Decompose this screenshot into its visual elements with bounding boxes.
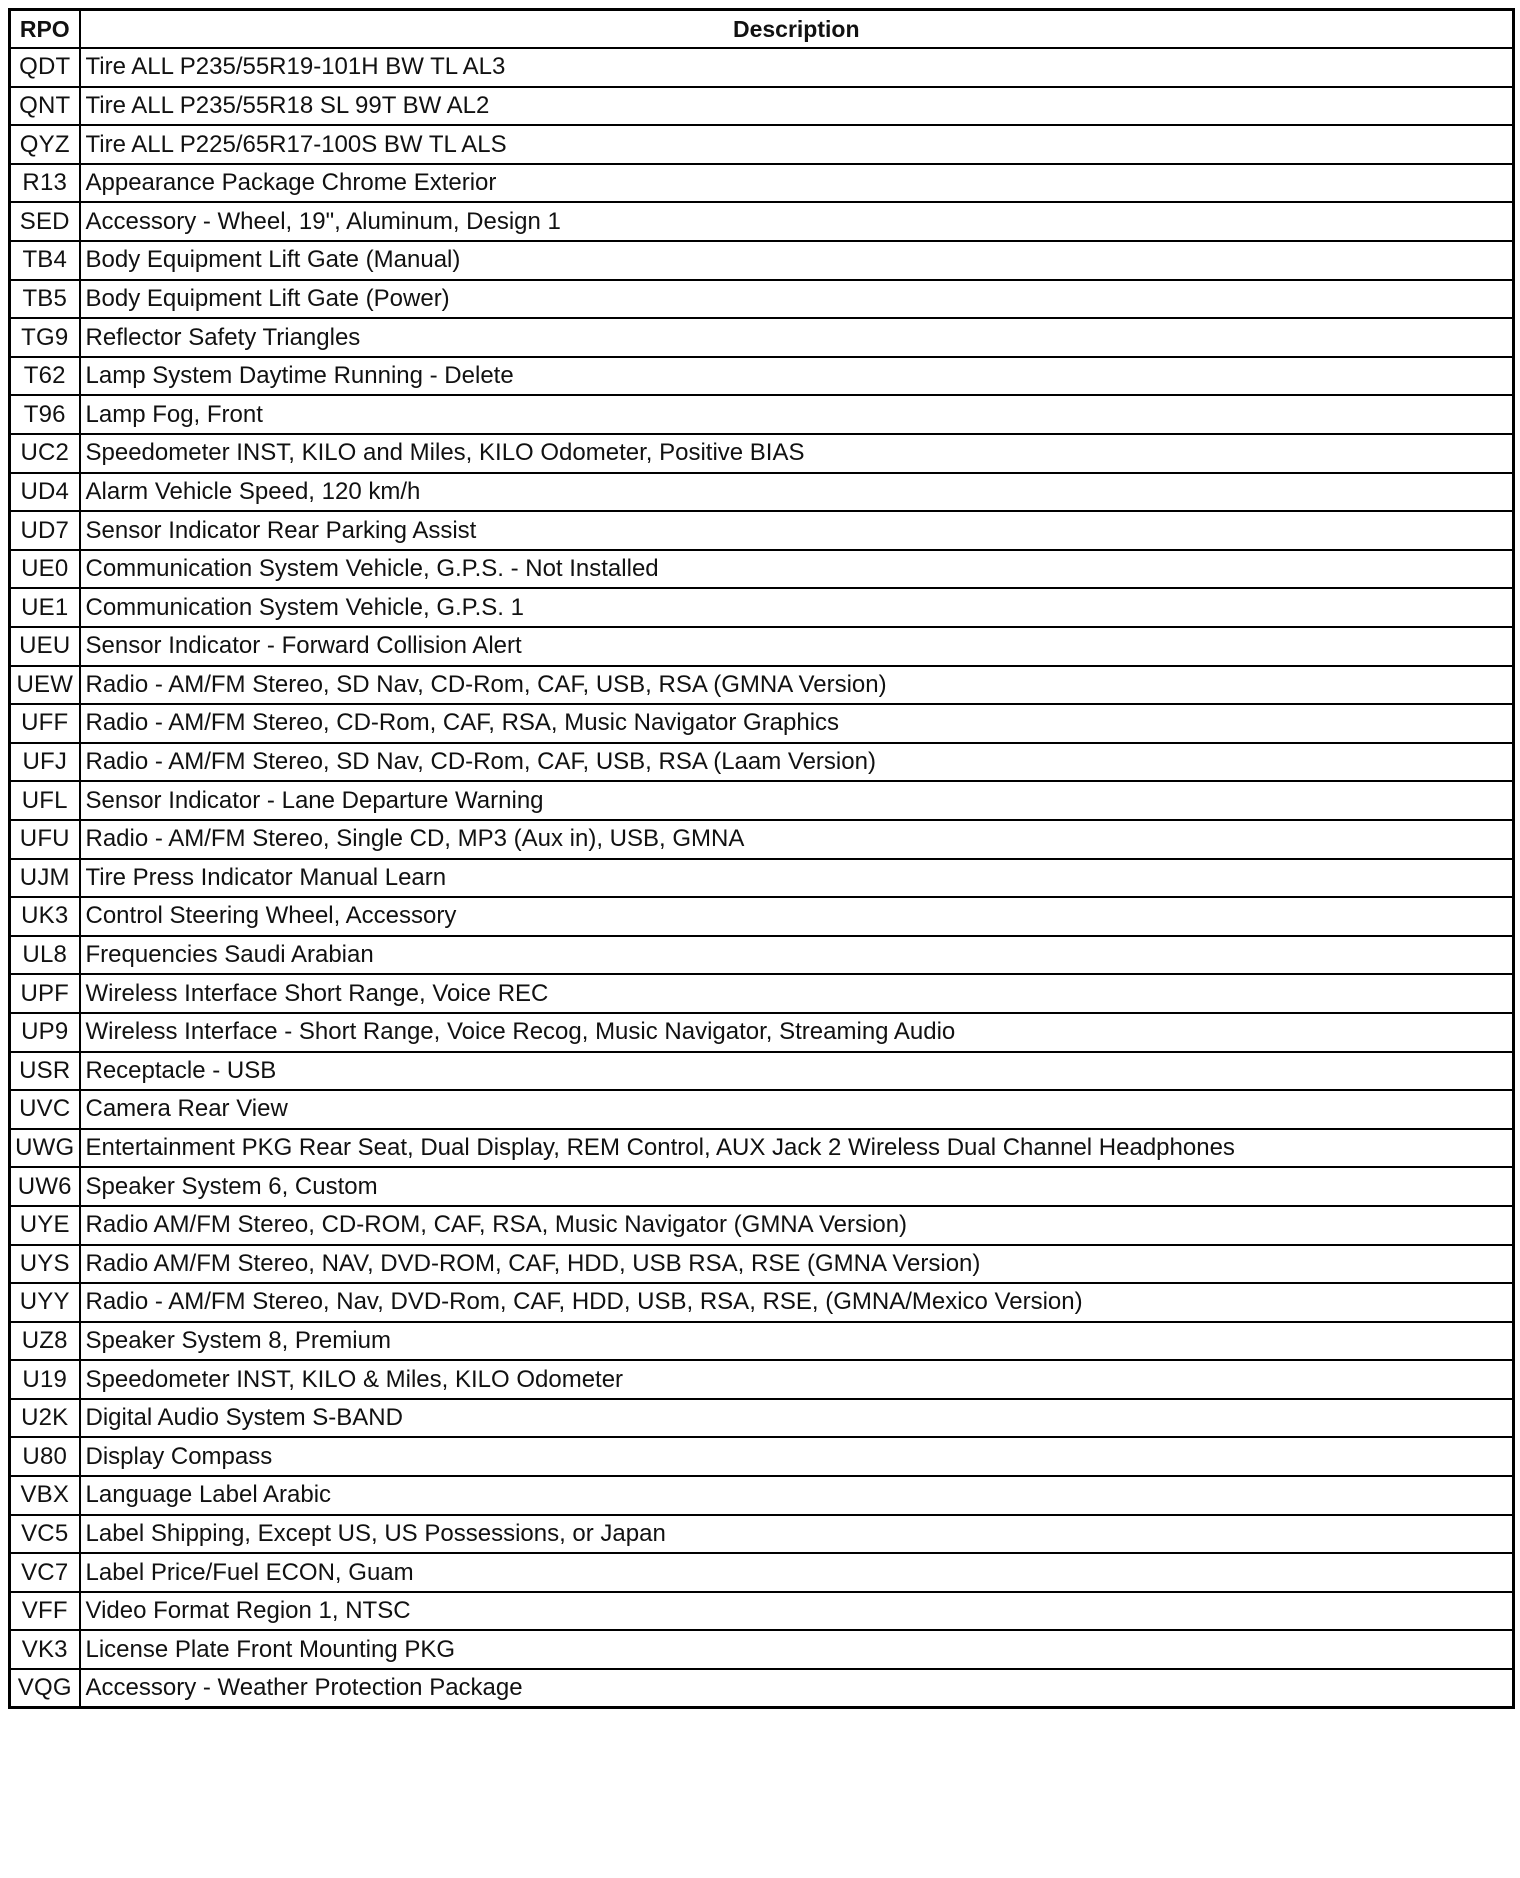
rpo-code: QNT	[10, 87, 80, 126]
rpo-description: Label Shipping, Except US, US Possessions, or Japan	[80, 1515, 1514, 1554]
rpo-description: Camera Rear View	[80, 1090, 1514, 1129]
rpo-description: Wireless Interface - Short Range, Voice Recog, Music Navigator, Streaming Audio	[80, 1013, 1514, 1052]
table-row	[10, 550, 1514, 589]
rpo-code: UPF	[10, 974, 80, 1013]
rpo-code: UJM	[10, 859, 80, 898]
rpo-description: Speedometer INST, KILO & Miles, KILO Odometer	[80, 1360, 1514, 1399]
table-row	[10, 1245, 1514, 1284]
rpo-description: Receptacle - USB	[80, 1052, 1514, 1091]
rpo-code: VFF	[10, 1592, 80, 1631]
rpo-code: UVC	[10, 1090, 80, 1129]
table-row	[10, 1129, 1514, 1168]
rpo-code: UD4	[10, 473, 80, 512]
rpo-description: Body Equipment Lift Gate (Manual)	[80, 241, 1514, 280]
rpo-code: QYZ	[10, 125, 80, 164]
rpo-code: UYY	[10, 1283, 80, 1322]
table-row	[10, 318, 1514, 357]
rpo-description: License Plate Front Mounting PKG	[80, 1630, 1514, 1669]
table-row	[10, 820, 1514, 859]
rpo-description: Radio AM/FM Stereo, CD-ROM, CAF, RSA, Music Navigator (GMNA Version)	[80, 1206, 1514, 1245]
table-row	[10, 357, 1514, 396]
rpo-description: Radio - AM/FM Stereo, CD-Rom, CAF, RSA, Music Navigator Graphics	[80, 704, 1514, 743]
rpo-code: UZ8	[10, 1322, 80, 1361]
table-row	[10, 859, 1514, 898]
table-row	[10, 743, 1514, 782]
rpo-code: TG9	[10, 318, 80, 357]
rpo-description: Tire ALL P225/65R17-100S BW TL ALS	[80, 125, 1514, 164]
table-row	[10, 1592, 1514, 1631]
rpo-code: UFF	[10, 704, 80, 743]
table-row	[10, 1013, 1514, 1052]
rpo-description: Radio - AM/FM Stereo, SD Nav, CD-Rom, CAF, USB, RSA (Laam Version)	[80, 743, 1514, 782]
rpo-description: Radio - AM/FM Stereo, SD Nav, CD-Rom, CAF, USB, RSA (GMNA Version)	[80, 666, 1514, 705]
rpo-description: Communication System Vehicle, G.P.S. 1	[80, 588, 1514, 627]
header-row	[10, 10, 1514, 49]
table-row	[10, 974, 1514, 1013]
table-body	[10, 48, 1514, 1708]
rpo-description: Lamp Fog, Front	[80, 395, 1514, 434]
table-row	[10, 781, 1514, 820]
table-row	[10, 627, 1514, 666]
header-description: Description	[80, 10, 1514, 49]
table-row	[10, 704, 1514, 743]
rpo-code: TB4	[10, 241, 80, 280]
table-row	[10, 87, 1514, 126]
rpo-description: Lamp System Daytime Running - Delete	[80, 357, 1514, 396]
table-row	[10, 1630, 1514, 1669]
table-row	[10, 1283, 1514, 1322]
rpo-description: Video Format Region 1, NTSC	[80, 1592, 1514, 1631]
rpo-code: SED	[10, 202, 80, 241]
rpo-code: UL8	[10, 936, 80, 975]
rpo-code: UK3	[10, 897, 80, 936]
rpo-description: Appearance Package Chrome Exterior	[80, 164, 1514, 203]
rpo-code: U80	[10, 1437, 80, 1476]
table-row	[10, 125, 1514, 164]
rpo-description: Radio - AM/FM Stereo, Nav, DVD-Rom, CAF, HDD, USB, RSA, RSE, (GMNA/Mexico Version)	[80, 1283, 1514, 1322]
rpo-code: QDT	[10, 48, 80, 87]
rpo-description: Tire Press Indicator Manual Learn	[80, 859, 1514, 898]
rpo-code: UE0	[10, 550, 80, 589]
rpo-description: Radio - AM/FM Stereo, Single CD, MP3 (Aux in), USB, GMNA	[80, 820, 1514, 859]
table-row	[10, 1669, 1514, 1708]
rpo-code: UEU	[10, 627, 80, 666]
table-row	[10, 48, 1514, 87]
rpo-code: UFJ	[10, 743, 80, 782]
rpo-description: Body Equipment Lift Gate (Power)	[80, 280, 1514, 319]
table-row	[10, 395, 1514, 434]
table-row	[10, 280, 1514, 319]
table-row	[10, 1515, 1514, 1554]
table-row	[10, 1090, 1514, 1129]
table-header	[10, 10, 1514, 49]
table-row	[10, 1052, 1514, 1091]
rpo-code: UFU	[10, 820, 80, 859]
table-row	[10, 666, 1514, 705]
rpo-code: T96	[10, 395, 80, 434]
rpo-description: Tire ALL P235/55R19-101H BW TL AL3	[80, 48, 1514, 87]
rpo-description: Reflector Safety Triangles	[80, 318, 1514, 357]
table-row	[10, 164, 1514, 203]
rpo-code: VBX	[10, 1476, 80, 1515]
rpo-description: Alarm Vehicle Speed, 120 km/h	[80, 473, 1514, 512]
table-row	[10, 588, 1514, 627]
rpo-description: Sensor Indicator - Forward Collision Alert	[80, 627, 1514, 666]
rpo-description: Speaker System 8, Premium	[80, 1322, 1514, 1361]
rpo-description: Speaker System 6, Custom	[80, 1167, 1514, 1206]
rpo-code: UP9	[10, 1013, 80, 1052]
rpo-code: UD7	[10, 511, 80, 550]
table-row	[10, 1553, 1514, 1592]
rpo-code: UC2	[10, 434, 80, 473]
table-row	[10, 434, 1514, 473]
table-row	[10, 1322, 1514, 1361]
table-row	[10, 241, 1514, 280]
rpo-code: UYS	[10, 1245, 80, 1284]
rpo-code: VC5	[10, 1515, 80, 1554]
rpo-description: Language Label Arabic	[80, 1476, 1514, 1515]
header-rpo: RPO	[10, 10, 80, 49]
rpo-code: UWG	[10, 1129, 80, 1168]
rpo-description: Radio AM/FM Stereo, NAV, DVD-ROM, CAF, HDD, USB RSA, RSE (GMNA Version)	[80, 1245, 1514, 1284]
rpo-code: UE1	[10, 588, 80, 627]
table-row	[10, 1437, 1514, 1476]
rpo-description: Sensor Indicator - Lane Departure Warning	[80, 781, 1514, 820]
rpo-description: Sensor Indicator Rear Parking Assist	[80, 511, 1514, 550]
rpo-code: VQG	[10, 1669, 80, 1708]
rpo-description: Accessory - Wheel, 19", Aluminum, Design 1	[80, 202, 1514, 241]
table-row	[10, 1399, 1514, 1438]
rpo-description: Tire ALL P235/55R18 SL 99T BW AL2	[80, 87, 1514, 126]
rpo-code: UYE	[10, 1206, 80, 1245]
rpo-code: VC7	[10, 1553, 80, 1592]
rpo-description: Frequencies Saudi Arabian	[80, 936, 1514, 975]
rpo-description: Label Price/Fuel ECON, Guam	[80, 1553, 1514, 1592]
table-row	[10, 897, 1514, 936]
rpo-code: U2K	[10, 1399, 80, 1438]
rpo-description: Accessory - Weather Protection Package	[80, 1669, 1514, 1708]
table-row	[10, 202, 1514, 241]
rpo-code: UEW	[10, 666, 80, 705]
rpo-code: TB5	[10, 280, 80, 319]
table-row	[10, 511, 1514, 550]
rpo-description: Entertainment PKG Rear Seat, Dual Display, REM Control, AUX Jack 2 Wireless Dual Channel Headphones	[80, 1129, 1514, 1168]
rpo-description: Control Steering Wheel, Accessory	[80, 897, 1514, 936]
rpo-code: U19	[10, 1360, 80, 1399]
rpo-description: Display Compass	[80, 1437, 1514, 1476]
rpo-code: VK3	[10, 1630, 80, 1669]
table-row	[10, 1206, 1514, 1245]
table-row	[10, 936, 1514, 975]
rpo-code: T62	[10, 357, 80, 396]
rpo-code: UFL	[10, 781, 80, 820]
table-row	[10, 1360, 1514, 1399]
rpo-table	[8, 8, 1515, 1709]
rpo-code: R13	[10, 164, 80, 203]
rpo-code: UW6	[10, 1167, 80, 1206]
rpo-description: Speedometer INST, KILO and Miles, KILO Odometer, Positive BIAS	[80, 434, 1514, 473]
rpo-description: Wireless Interface Short Range, Voice REC	[80, 974, 1514, 1013]
rpo-code: USR	[10, 1052, 80, 1091]
rpo-description: Communication System Vehicle, G.P.S. - Not Installed	[80, 550, 1514, 589]
table-row	[10, 1167, 1514, 1206]
rpo-description: Digital Audio System S-BAND	[80, 1399, 1514, 1438]
table-row	[10, 1476, 1514, 1515]
table-row	[10, 473, 1514, 512]
